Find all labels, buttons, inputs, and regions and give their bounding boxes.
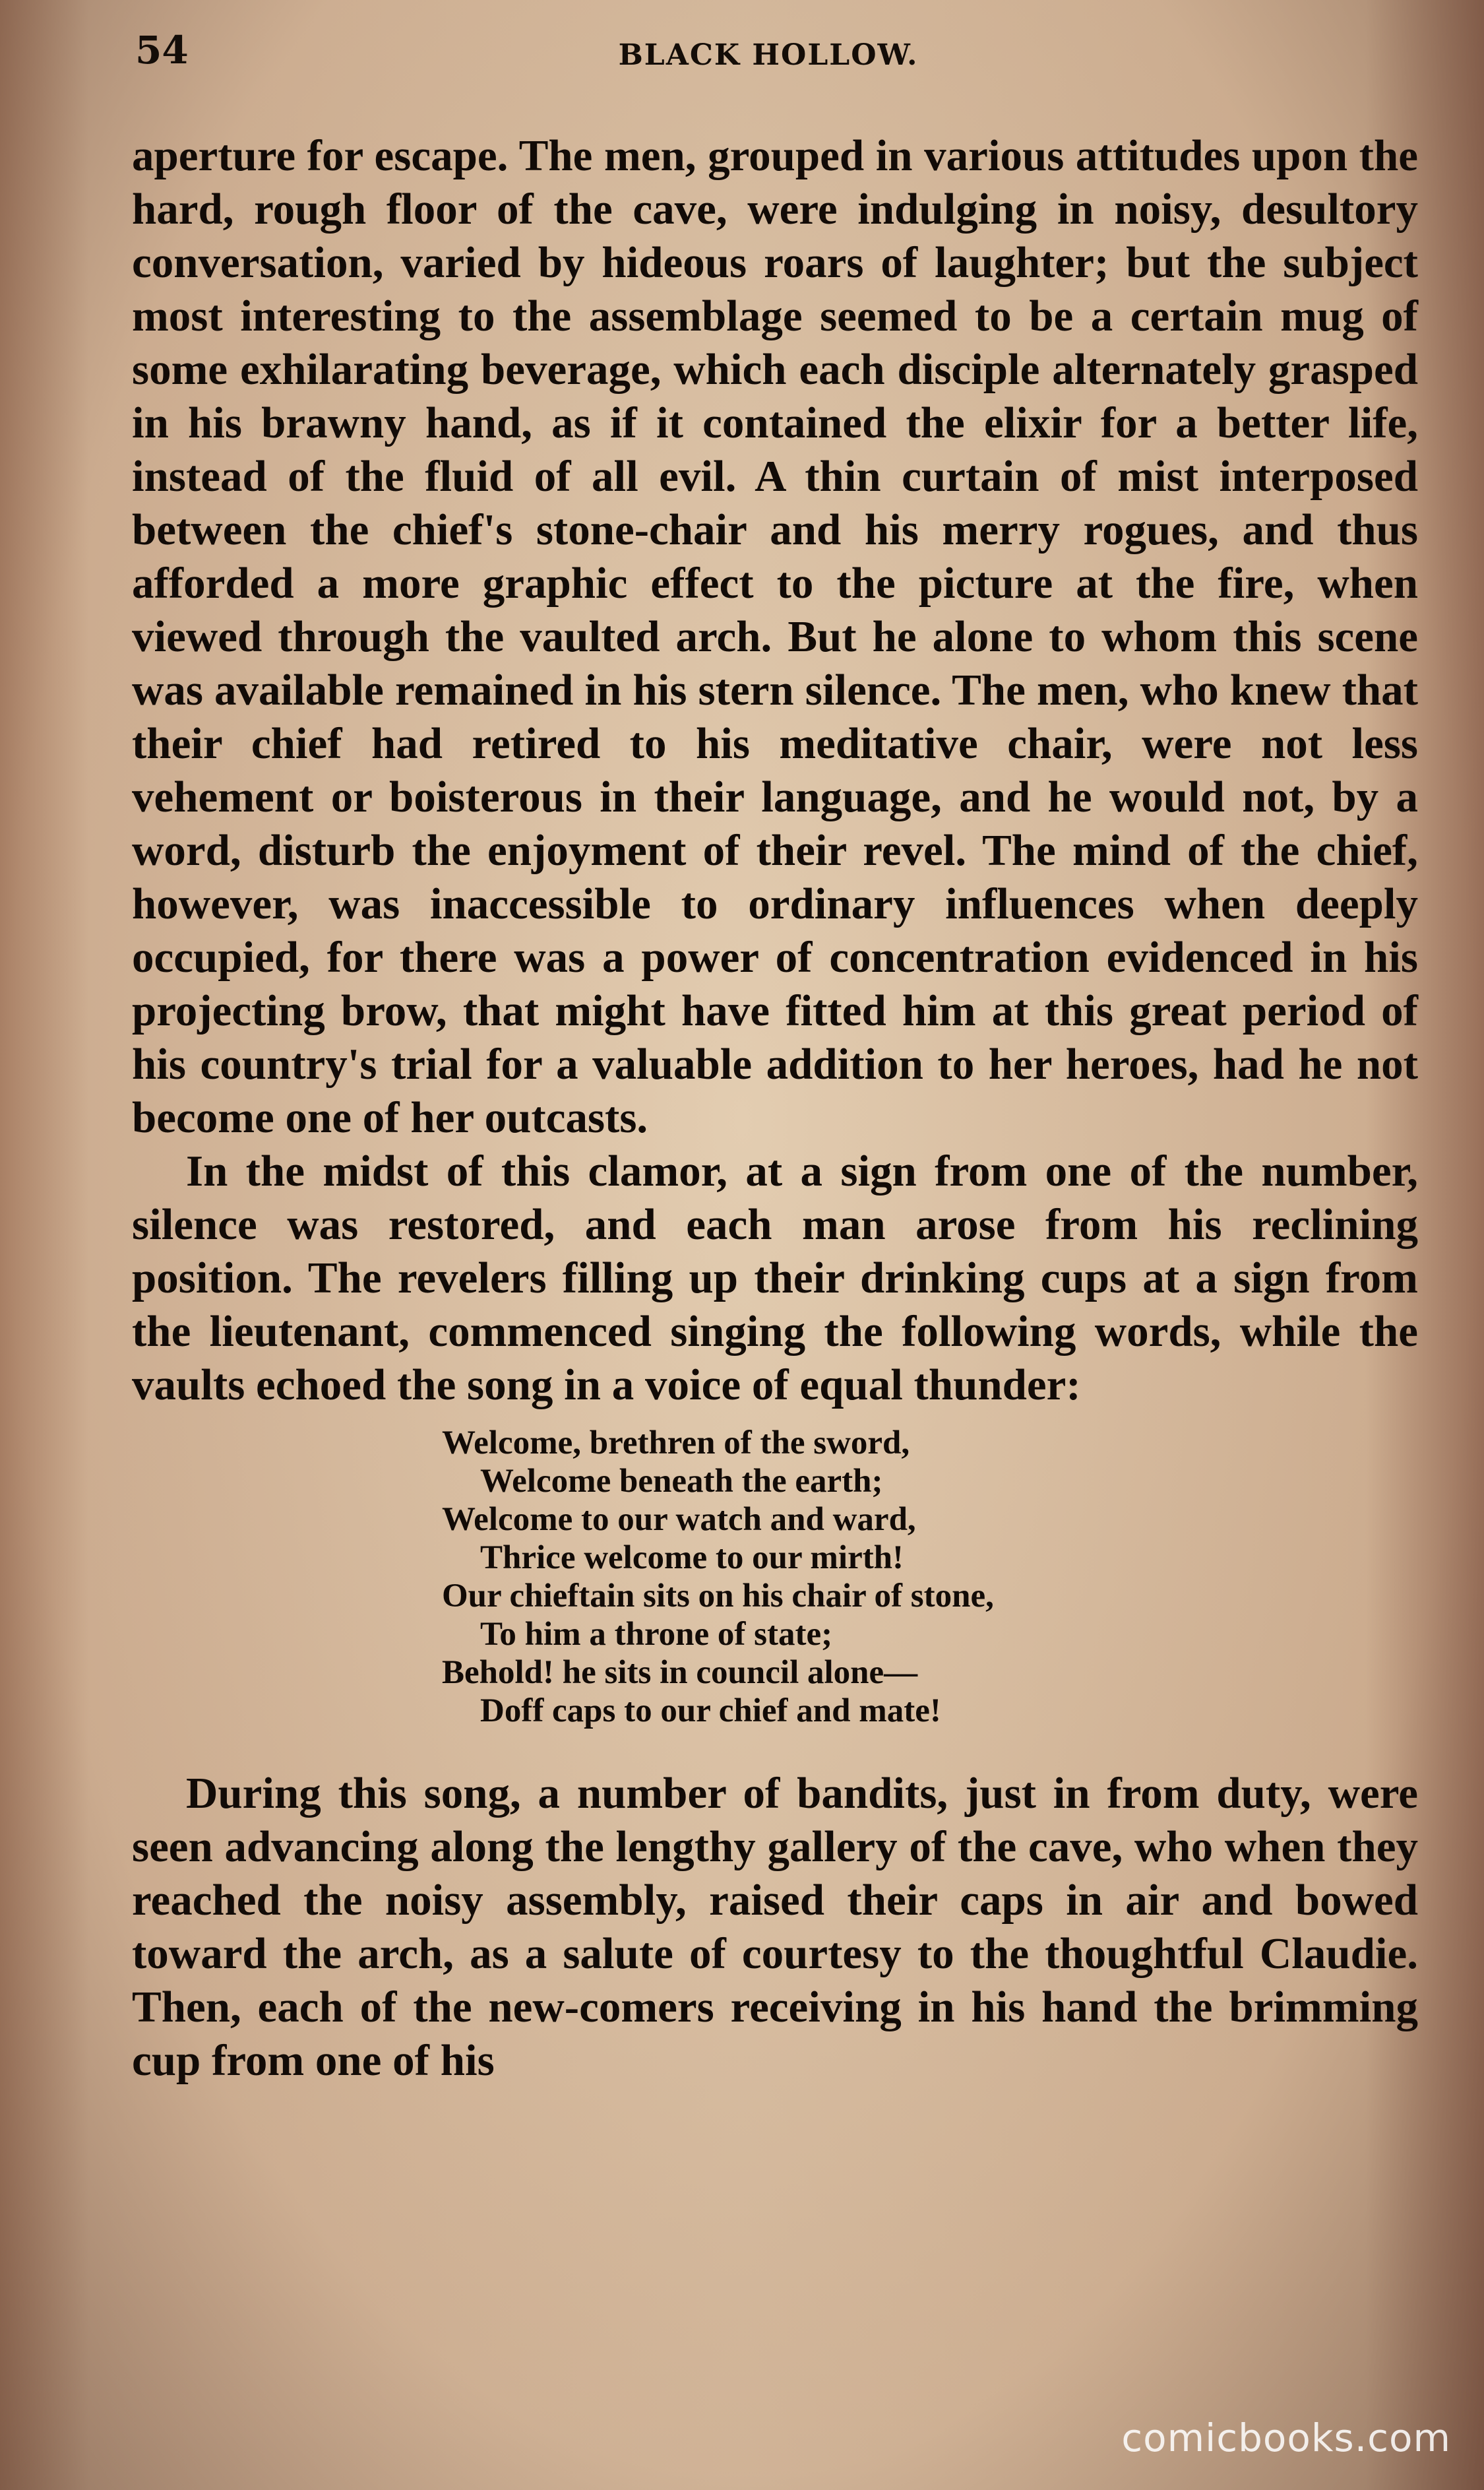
watermark-text: comicbooks.com xyxy=(1121,2415,1451,2460)
verse-line: Thrice welcome to our mirth! xyxy=(480,1539,904,1576)
body-text xyxy=(132,129,1418,2088)
verse-line: Behold! he sits in council alone— xyxy=(442,1654,918,1691)
page-number: 54 xyxy=(135,28,189,73)
paragraph-3: During this song, a number of bandits, just in from duty, were seen advancing along the lengthy gallery of the cave, who when they reached the noisy assembly, raised their caps in air and bowed toward the arch, as a salute of courtesy to the thoughtful Claudie. Then, each of the new-comers receiving in his hand the brimming cup from one of his xyxy=(132,1769,1418,2085)
running-title: BLACK HOLLOW. xyxy=(618,38,919,72)
paragraph-1: aperture for escape. The men, grouped in various attitudes upon the hard, rough floor of the cave, were indulging in noisy, desultory conversation, varied by hideous roars of laughter; but the subject most interesting to the assemblage seemed to be a certain mug of some exhilarating beverage, which each disciple alternately grasped in his brawny hand, as if it contained the elixir for a better life, instead of the fluid of all evil. A thin curtain of mist interposed between the chief's stone-chair and his merry rogues, and thus afforded a more graphic effect to the picture at the fire, when viewed through the vaulted arch. But he alone to whom this scene was available remained in his stern silence. The men, who knew that their chief had retired to his meditative chair, were not less vehement or boisterous in their language, and he would not, by a word, disturb the enjoyment of their revel. The mind of the chief, however, was inaccessible to ordinary influences when deeply occupied, for there was a power of concentration evidenced in his projecting brow, that might have fitted him at this great period of his country's trial for a valuable addition to her heroes, had he not become one of her outcasts. xyxy=(132,131,1418,1142)
verse-line: Welcome, brethren of the sword, xyxy=(442,1424,910,1461)
song-verse xyxy=(442,1424,1418,1730)
verse-line: Welcome to our watch and ward, xyxy=(442,1501,916,1538)
verse-line: Doff caps to our chief and mate! xyxy=(480,1692,941,1729)
verse-line: To him a throne of state; xyxy=(480,1616,833,1653)
verse-line: Welcome beneath the earth; xyxy=(480,1463,883,1500)
verse-line: Our chieftain sits on his chair of stone, xyxy=(442,1578,994,1614)
page-header xyxy=(125,28,1411,80)
paragraph-2: In the midst of this clamor, at a sign from one of the number, silence was restored, and each man arose from his reclining position. The revelers filling up their drinking cups at a sign from the lieutenant, commenced singing the following words, while the vaults echoed the song in a voice of equal thunder: xyxy=(132,1147,1418,1409)
